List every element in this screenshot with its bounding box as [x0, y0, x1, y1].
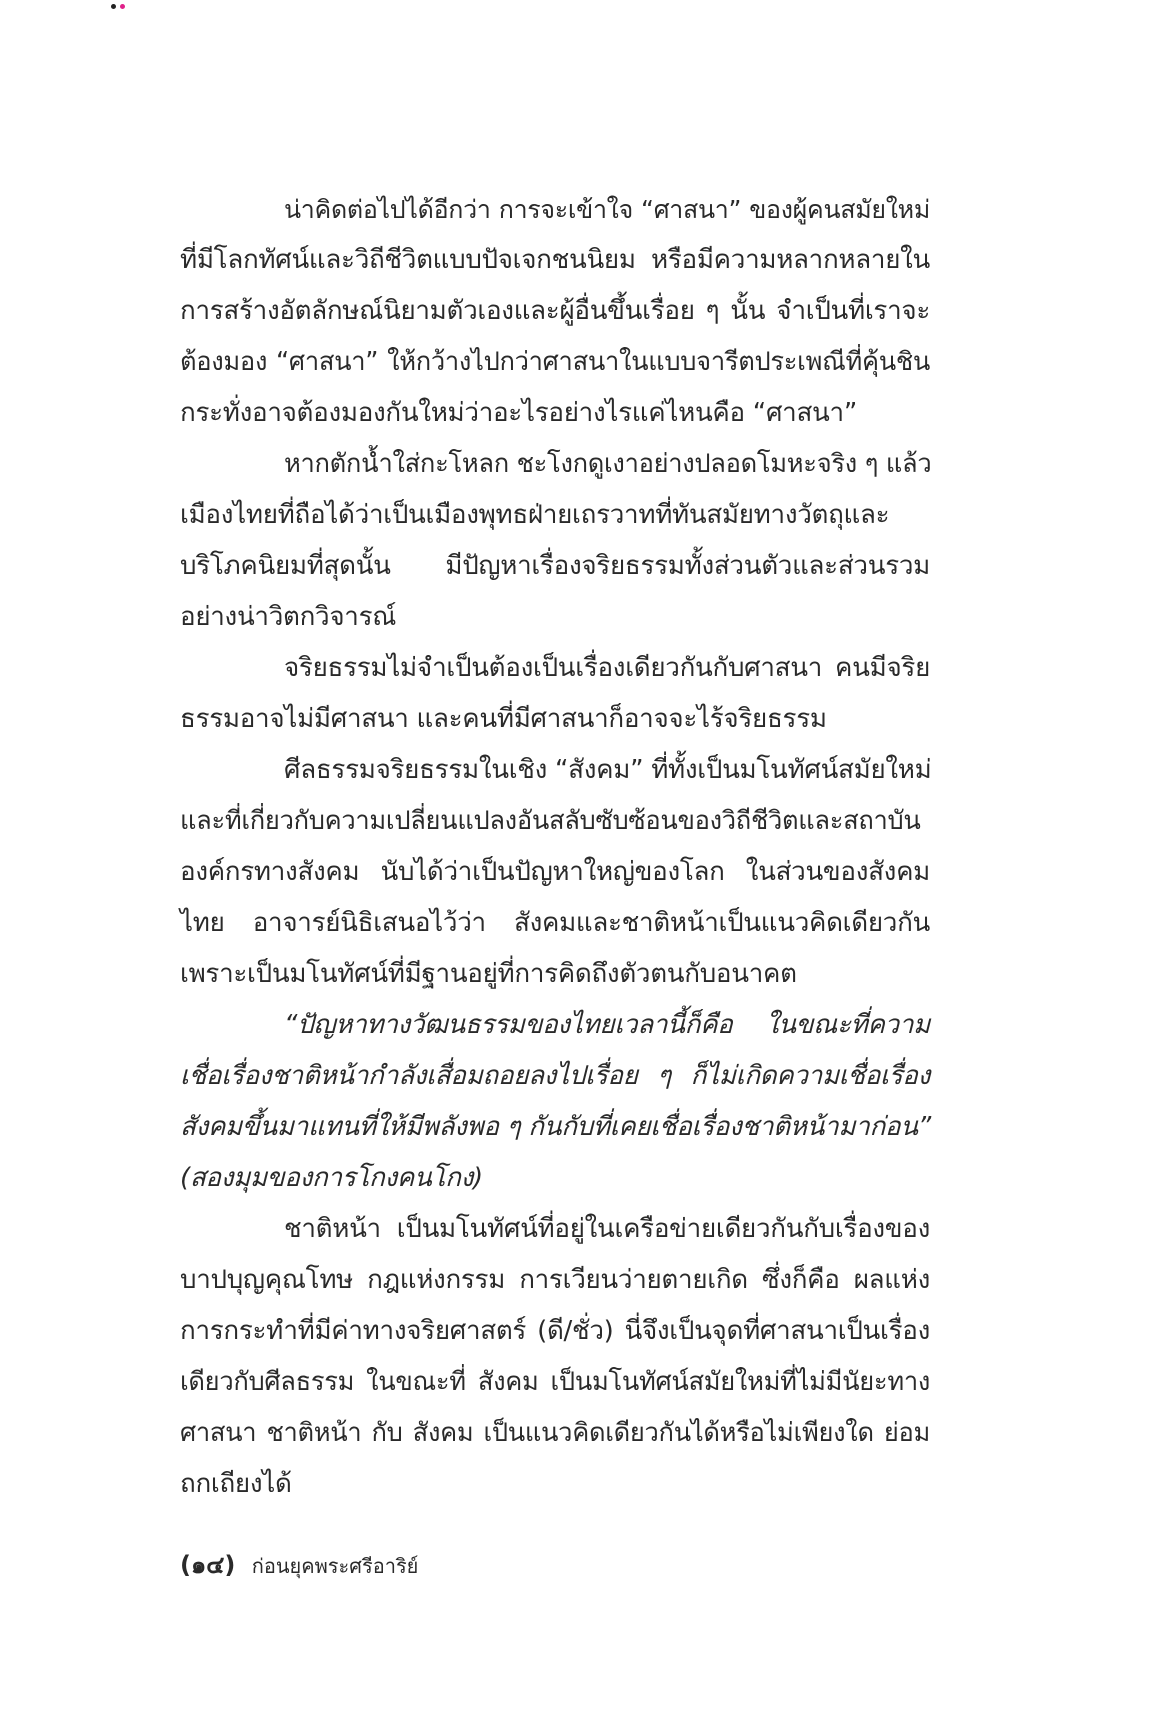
- quote-line: สังคมขึ้นมาแทนที่ให้มีพลังพอ ๆ กันกับที่เคยเชื่อเรื่องชาติหน้ามาก่อน”: [180, 1112, 931, 1142]
- text-line: และที่เกี่ยวกับความเปลี่ยนแปลงอันสลับซับซ้อนของวิถีชีวิตและสถาบัน: [180, 806, 921, 836]
- text-line: องค์กรทางสังคม นับได้ว่าเป็นปัญหาใหญ่ของโลก ในส่วนของสังคม: [180, 857, 930, 887]
- text-line: กระทั่งอาจต้องมองกันใหม่ว่าอะไรอย่างไรแค่ไหนคือ “ศาสนา”: [180, 398, 857, 428]
- page-number: (๑๔): [180, 1551, 236, 1579]
- text-line: บริโภคนิยมที่สุดนั้น มีปัญหาเรื่องจริยธรรมทั้งส่วนตัวและส่วนรวม: [180, 551, 930, 581]
- text-line: การสร้างอัตลักษณ์นิยามตัวเองและผู้อื่นขึ้นเรื่อย ๆ นั้น จำเป็นที่เราจะ: [180, 296, 930, 326]
- text-line: การกระทำที่มีค่าทางจริยศาสตร์ (ดี/ชั่ว) นี่จึงเป็นจุดที่ศาสนาเป็นเรื่อง: [180, 1316, 930, 1346]
- text-line: ธรรมอาจไม่มีศาสนา และคนที่มีศาสนาก็อาจจะไร้จริยธรรม: [180, 704, 827, 734]
- marker-dot-dark: [111, 4, 116, 9]
- text-line: น่าคิดต่อไปได้อีกว่า การจะเข้าใจ “ศาสนา” ของผู้คนสมัยใหม่: [284, 195, 930, 224]
- text-line: เดียวกับศีลธรรม ในขณะที่ สังคม เป็นมโนทัศน์สมัยใหม่ที่ไม่มีนัยะทาง: [180, 1367, 930, 1397]
- text-line: ที่มีโลกทัศน์และวิถีชีวิตแบบปัจเจกชนนิยม หรือมีความหลากหลายใน: [180, 245, 930, 275]
- text-line: ศีลธรรมจริยธรรมในเชิง “สังคม” ที่ทั้งเป็นมโนทัศน์สมัยใหม่: [284, 755, 932, 785]
- text-line: ต้องมอง “ศาสนา” ให้กว้างไปกว่าศาสนาในแบบจารีตประเพณีที่คุ้นชิน: [180, 347, 930, 377]
- marker-dot-pink: [120, 4, 125, 9]
- page-corner-marker: [111, 4, 125, 9]
- text-line: ชาติหน้า เป็นมโนทัศน์ที่อยู่ในเครือข่ายเดียวกันกับเรื่องของ: [284, 1214, 930, 1244]
- quote-source: (สองมุมของการโกงคนโกง): [180, 1163, 483, 1193]
- text-line: เพราะเป็นมโนทัศน์ที่มีฐานอยู่ที่การคิดถึงตัวตนกับอนาคต: [180, 959, 797, 989]
- text-line: อย่างน่าวิตกวิจารณ์: [180, 602, 397, 632]
- text-line: เมืองไทยที่ถือได้ว่าเป็นเมืองพุทธฝ่ายเถรวาทที่ทันสมัยทางวัตถุและ: [180, 500, 890, 530]
- text-line: ถกเถียงได้: [180, 1469, 292, 1499]
- text-line: ไทย อาจารย์นิธิเสนอไว้ว่า สังคมและชาติหน้าเป็นแนวคิดเดียวกัน: [180, 908, 930, 938]
- page-footer: [180, 1545, 418, 1584]
- text-line: ศาสนา ชาติหน้า กับ สังคม เป็นแนวคิดเดียวกันได้หรือไม่เพียงใด ย่อม: [180, 1418, 930, 1448]
- text-line: บาปบุญคุณโทษ กฎแห่งกรรม การเวียนว่ายตายเกิด ซึ่งก็คือ ผลแห่ง: [180, 1265, 930, 1295]
- quote-line: เชื่อเรื่องชาติหน้ากำลังเสื่อมถอยลงไปเรื่อย ๆ ก็ไม่เกิดความเชื่อเรื่อง: [180, 1061, 930, 1091]
- body-text: [180, 184, 930, 1510]
- text-line: หากตักน้ำใส่กะโหลก ชะโงกดูเงาอย่างปลอดโมหะจริง ๆ แล้ว: [284, 449, 932, 479]
- text-line: จริยธรรมไม่จำเป็นต้องเป็นเรื่องเดียวกันกับศาสนา คนมีจริย: [284, 653, 930, 683]
- book-title: ก่อนยุคพระศรีอาริย์: [251, 1554, 419, 1578]
- quote-line: “ปัญหาทางวัฒนธรรมของไทยเวลานี้ก็คือ ในขณะที่ความ: [284, 1010, 930, 1040]
